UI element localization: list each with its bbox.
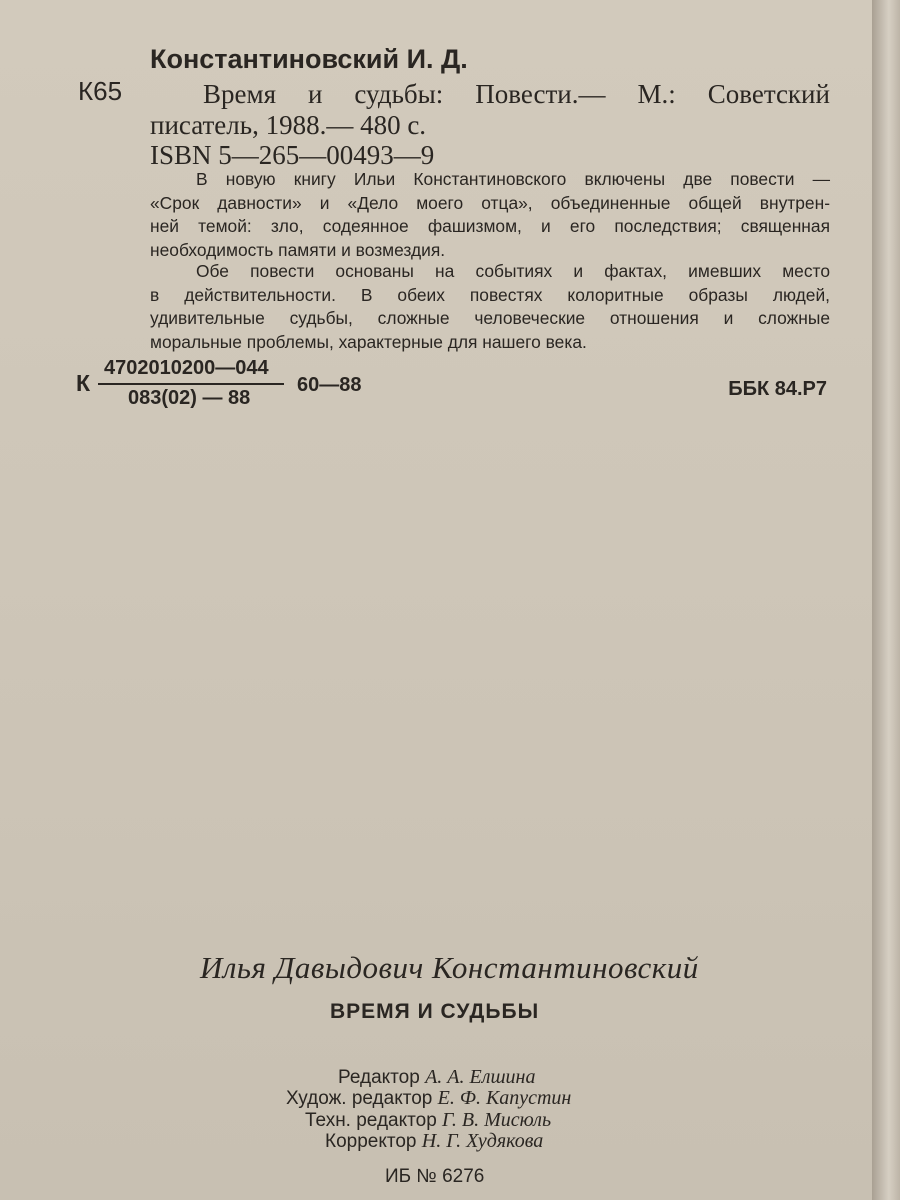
index-formula-numerator: 4702010200—044 [104,357,269,379]
credit-role: Худож. редактор [286,1088,438,1109]
bib-word: и [307,79,323,109]
imprint-book-title: ВРЕМЯ И СУДЬБЫ [330,1000,540,1023]
credit-role: Техн. редактор [305,1110,443,1131]
annotation-paragraph-2 [150,260,830,354]
credit-tech-editor [305,1109,551,1132]
credit-art-editor [286,1087,571,1110]
classification-code: К65 [78,76,123,106]
page-edge [872,0,900,1200]
credit-name: Е. Ф. Капустин [437,1087,572,1109]
imprint-author-name: Илья Давыдович Константиновский [200,950,699,985]
credit-editor [338,1066,535,1089]
bib-word: М.: [637,79,676,109]
annotation-line: в действительности. В обеих повестях колоритные образы людей, [150,284,830,305]
index-formula-denominator: 083(02) — 88 [128,387,251,409]
credit-role: Корректор [325,1131,422,1152]
annotation-line: удивительные судьбы, сложные человеческие отношения и сложные [150,308,830,328]
bib-word: Повести.— [475,79,606,109]
isbn: ISBN 5—265—00493—9 [150,140,435,170]
index-formula-prefix: К [76,370,91,396]
bib-word: Время [203,79,276,109]
bib-word: Советский [707,79,830,109]
annotation-line: В новую книгу Ильи Константиновского включены две повести — [196,169,830,189]
credit-proofreader [325,1130,543,1153]
credit-name: Г. В. Мисюль [442,1109,552,1131]
annotation-paragraph-1 [150,168,830,262]
bibliographic-line-1 [203,78,830,110]
annotation-line: ней темой: зло, содеянное фашизмом, и его последствия; священная [150,216,830,236]
catalog-author-heading: Константиновский И. Д. [150,44,468,74]
bib-word: судьбы: [354,79,444,109]
annotation-line: необходимость памяти и возмездия. [150,239,446,260]
credit-name: Н. Г. Худякова [421,1130,544,1152]
annotation-line: Обе повести основаны на событиях и фактах, имевших место [196,261,830,281]
credit-role: Редактор [338,1067,426,1088]
index-formula-suffix: 60—88 [297,374,362,396]
bibliographic-line-2: писатель, 1988.— 480 с. [150,110,427,140]
bbk-code: ББК 84.Р7 [728,378,827,400]
annotation-line: «Срок давности» и «Дело моего отца», объединенные общей внутрен- [150,192,830,213]
ib-number: ИБ № 6276 [385,1166,485,1187]
credit-name: А. А. Елшина [425,1066,536,1088]
annotation-line: моральные проблемы, характерные для нашего века. [150,331,587,352]
fraction-bar [98,383,284,385]
